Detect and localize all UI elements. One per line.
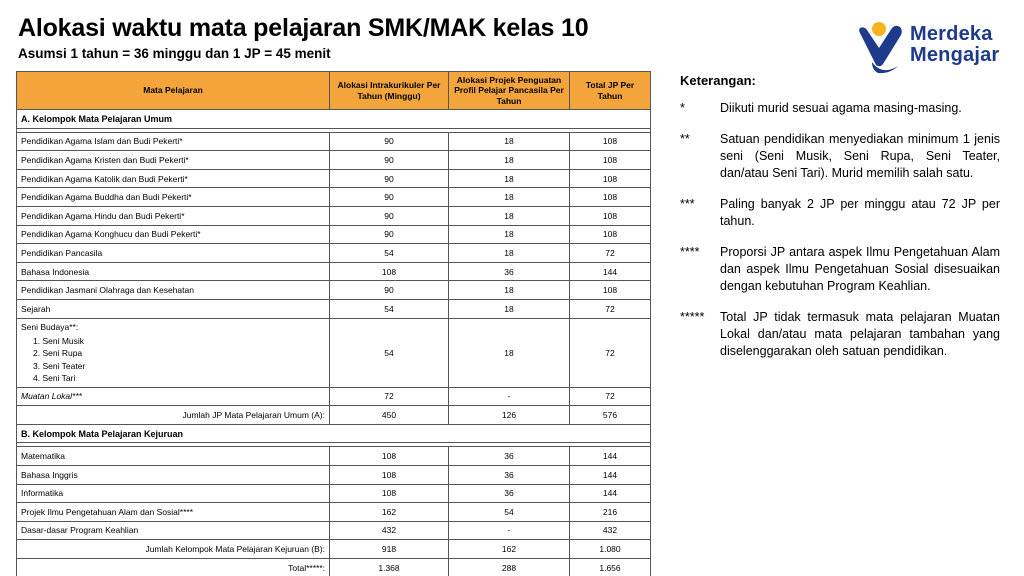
table-row-seni-budaya	[17, 318, 651, 387]
seni-item: 3. Seni Teater	[33, 360, 86, 371]
note-text: Proporsi JP antara aspek Ilmu Pengetahuan Alam dan aspek Ilmu Pengetahuan Sosial disesuaikan dengan kebutuhan Program Keahlian.	[720, 245, 1000, 293]
seni-item: 2. Seni Rupa	[33, 348, 83, 359]
sum-row-b	[17, 540, 651, 559]
value-cell: 18	[449, 206, 570, 225]
table-row	[17, 132, 651, 151]
note-item	[680, 100, 1000, 117]
value-cell: 36	[449, 262, 570, 281]
subject-cell: Pendidikan Agama Kristen dan Budi Pekerti*	[17, 151, 330, 170]
value-cell: 18	[449, 318, 570, 387]
note-item	[680, 196, 1000, 230]
note-text: Total JP tidak termasuk mata pelajaran Muatan Lokal dan/atau mata pelajaran tambahan yang diselenggarakan oleh satuan pendidikan.	[720, 310, 1000, 358]
sum-label: Jumlah Kelompok Mata Pelajaran Kejuruan (B):	[17, 540, 330, 559]
table-row-muatan-lokal	[17, 387, 651, 406]
seni-item: 4. Seni Tari	[33, 373, 76, 384]
table-row	[17, 447, 651, 466]
value-cell: 918	[330, 540, 449, 559]
logo-mark-icon	[856, 18, 906, 78]
value-cell: 18	[449, 188, 570, 207]
value-cell: 90	[330, 151, 449, 170]
allocation-table	[16, 71, 651, 576]
subject-cell: Pendidikan Agama Buddha dan Budi Pekerti*	[17, 188, 330, 207]
table-row	[17, 299, 651, 318]
value-cell: 1.368	[330, 558, 449, 576]
subject-cell: Matematika	[17, 447, 330, 466]
value-cell: 108	[570, 206, 651, 225]
note-text: Paling banyak 2 JP per minggu atau 72 JP per tahun.	[720, 197, 1000, 228]
subject-cell: Informatika	[17, 484, 330, 503]
value-cell: 108	[330, 484, 449, 503]
value-cell: 126	[449, 406, 570, 425]
subject-cell: Dasar-dasar Program Keahlian	[17, 521, 330, 540]
sum-label: Jumlah JP Mata Pelajaran Umum (A):	[17, 406, 330, 425]
table-row	[17, 169, 651, 188]
value-cell: 108	[330, 447, 449, 466]
value-cell: 1.656	[570, 558, 651, 576]
value-cell: 36	[449, 447, 570, 466]
value-cell: 432	[570, 521, 651, 540]
total-row	[17, 558, 651, 576]
subject-cell: Pendidikan Agama Katolik dan Budi Pekerti*	[17, 169, 330, 188]
col-header-projek: Alokasi Projek Penguatan Profil Pelajar Pancasila Per Tahun	[449, 72, 570, 110]
value-cell: 18	[449, 225, 570, 244]
value-cell: 90	[330, 132, 449, 151]
value-cell: 90	[330, 206, 449, 225]
note-mark: **	[680, 132, 690, 146]
table-row	[17, 225, 651, 244]
value-cell: 18	[449, 132, 570, 151]
section-a-label: A. Kelompok Mata Pelajaran Umum	[17, 110, 651, 129]
value-cell: 90	[330, 188, 449, 207]
note-item	[680, 244, 1000, 295]
value-cell: 108	[570, 281, 651, 300]
subject-cell: Pendidikan Pancasila	[17, 244, 330, 263]
section-b-label: B. Kelompok Mata Pelajaran Kejuruan	[17, 424, 651, 443]
value-cell: 18	[449, 244, 570, 263]
note-text: Satuan pendidikan menyediakan minimum 1 jenis seni (Seni Musik, Seni Rupa, Seni Teater, dan/atau Seni Tari). Murid memilih salah satu.	[720, 132, 1000, 180]
value-cell: 162	[449, 540, 570, 559]
sum-row-a	[17, 406, 651, 425]
note-item	[680, 131, 1000, 182]
value-cell: 18	[449, 169, 570, 188]
subject-cell: Bahasa Indonesia	[17, 262, 330, 281]
page-subtitle: Asumsi 1 tahun = 36 minggu dan 1 JP = 45 menit	[18, 46, 331, 61]
seni-item: 1. Seni Musik	[33, 335, 85, 346]
subject-cell: Bahasa Inggris	[17, 465, 330, 484]
value-cell: 108	[570, 188, 651, 207]
note-mark: *****	[680, 310, 705, 324]
value-cell: 72	[570, 299, 651, 318]
seni-label: Seni Budaya**:	[21, 321, 79, 332]
value-cell: 18	[449, 299, 570, 318]
value-cell: 54	[330, 244, 449, 263]
value-cell: 18	[449, 281, 570, 300]
note-item	[680, 309, 1000, 360]
note-mark: *	[680, 101, 685, 115]
merdeka-mengajar-logo	[856, 16, 1016, 80]
value-cell: -	[449, 521, 570, 540]
subject-cell: Projek Ilmu Pengetahuan Alam dan Sosial****	[17, 503, 330, 522]
col-header-total: Total JP Per Tahun	[570, 72, 651, 110]
value-cell: 72	[570, 387, 651, 406]
table-row	[17, 188, 651, 207]
value-cell: 72	[330, 387, 449, 406]
seni-list	[21, 335, 325, 385]
value-cell: 108	[570, 151, 651, 170]
value-cell: 90	[330, 169, 449, 188]
value-cell: 144	[570, 262, 651, 281]
value-cell: 36	[449, 484, 570, 503]
value-cell: 108	[330, 262, 449, 281]
value-cell: 576	[570, 406, 651, 425]
value-cell: 450	[330, 406, 449, 425]
value-cell: 144	[570, 465, 651, 484]
col-header-subject: Mata Pelajaran	[17, 72, 330, 110]
value-cell: 54	[330, 299, 449, 318]
value-cell: 432	[330, 521, 449, 540]
value-cell: 90	[330, 225, 449, 244]
note-text: Diikuti murid sesuai agama masing-masing.	[720, 101, 962, 115]
value-cell: 54	[449, 503, 570, 522]
subject-cell: Muatan Lokal***	[17, 387, 330, 406]
subject-cell-seni	[17, 318, 330, 387]
note-mark: ***	[680, 197, 695, 211]
logo-line-1: Merdeka	[910, 23, 993, 45]
value-cell: -	[449, 387, 570, 406]
value-cell: 36	[449, 465, 570, 484]
note-mark: ****	[680, 245, 700, 259]
table-row	[17, 151, 651, 170]
table-row	[17, 244, 651, 263]
subject-cell: Pendidikan Agama Islam dan Budi Pekerti*	[17, 132, 330, 151]
table-row	[17, 262, 651, 281]
value-cell: 72	[570, 318, 651, 387]
value-cell: 108	[570, 132, 651, 151]
table-row	[17, 281, 651, 300]
value-cell: 162	[330, 503, 449, 522]
total-label: Total*****:	[17, 558, 330, 576]
value-cell: 90	[330, 281, 449, 300]
value-cell: 54	[330, 318, 449, 387]
value-cell: 108	[570, 225, 651, 244]
notes-title: Keterangan:	[680, 73, 756, 88]
table-row	[17, 503, 651, 522]
notes-panel	[680, 73, 1000, 374]
section-row-a	[17, 110, 651, 129]
value-cell: 144	[570, 447, 651, 466]
value-cell: 72	[570, 244, 651, 263]
value-cell: 288	[449, 558, 570, 576]
value-cell: 144	[570, 484, 651, 503]
table-row	[17, 206, 651, 225]
subject-cell: Sejarah	[17, 299, 330, 318]
value-cell: 108	[570, 169, 651, 188]
subject-cell: Pendidikan Agama Hindu dan Budi Pekerti*	[17, 206, 330, 225]
section-row-b	[17, 424, 651, 443]
value-cell: 216	[570, 503, 651, 522]
value-cell: 18	[449, 151, 570, 170]
value-cell: 108	[330, 465, 449, 484]
subject-cell: Pendidikan Agama Konghucu dan Budi Pekerti*	[17, 225, 330, 244]
value-cell: 1.080	[570, 540, 651, 559]
table-row	[17, 484, 651, 503]
page-title: Alokasi waktu mata pelajaran SMK/MAK kelas 10	[18, 14, 589, 42]
col-header-intrakurikuler: Alokasi Intrakurikuler Per Tahun (Minggu)	[330, 72, 449, 110]
subject-cell: Pendidikan Jasmani Olahraga dan Kesehatan	[17, 281, 330, 300]
logo-line-2: Mengajar	[910, 44, 1000, 66]
table-row	[17, 465, 651, 484]
table-row	[17, 521, 651, 540]
table-header-row	[17, 72, 651, 110]
